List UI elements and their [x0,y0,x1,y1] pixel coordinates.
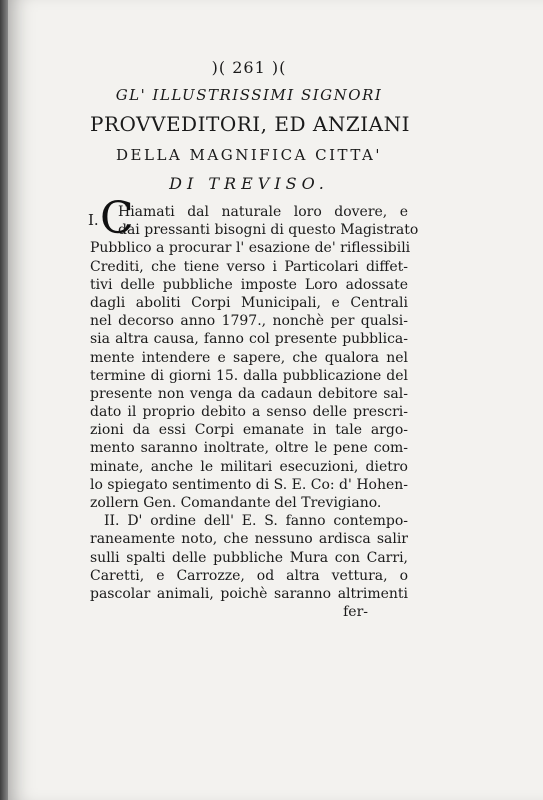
heading-line-3: DELLA MAGNIFICA CITTA' [116,146,382,164]
text-line: mente intendere e sapere, che qualora nel [90,349,408,366]
text-line: lo spiegato sentimento di S. E. Co: d' Hohen- [90,476,409,493]
paragraph-numeral: I. [88,211,99,229]
text-line: raneamente noto, che nessuno ardisca salir [90,531,408,548]
text-line: pascolar animali, poichè saranno altrimenti [90,585,408,602]
paragraph-1 [88,193,419,512]
text-line: dagli aboliti Corpi Municipali, e Centrali [90,294,408,311]
text-line: mento saranno inoltrate, oltre le pene com- [90,440,408,457]
heading-line-2: PROVVEDITORI, ED ANZIANI [90,112,410,136]
text-line: zollern Gen. Comandante del Trevigiano. [90,495,382,511]
text-line: minate, anche le militari esecuzioni, dietro [90,458,408,475]
text-line: sulli spalti delle pubbliche Mura con Carri, [90,549,408,566]
text-block [88,58,419,621]
text-line: sia altra causa, fanno col presente pubblica- [90,331,408,348]
paragraph-2 [90,512,408,603]
text-line: nel decorso anno 1797., nonchè per qualsi- [90,313,408,330]
text-line: Pubblico a procurar l' esazione de' riflessibili [90,240,411,257]
heading-line-1: GL' ILLUSTRISSIMI SIGNORI [115,86,383,104]
text-line: dato il proprio debito a senso delle prescri- [90,404,408,421]
book-page [8,0,543,800]
text-line: Hiamati dal naturale loro dovere, e [118,204,408,220]
drop-cap: C [100,193,134,244]
page-number: )( 261 )( [211,58,287,77]
text-line: Caretti, e Carrozze, od altra vettura, o [90,567,408,584]
text-line: termine di giorni 15. dalla pubblicazione del [90,367,408,384]
text-line: tivi delle pubbliche imposte Loro adossate [90,276,408,293]
text-line: Crediti, che tiene verso i Particolari diffet- [90,258,408,275]
text-line: zioni da essi Corpi emanate in tale argo- [90,422,408,439]
catchword: fer- [343,604,368,621]
text-line: dai pressanti bisogni di questo Magistrato [118,222,419,239]
heading-line-4: DI TREVISO. [169,174,329,193]
text-line: presente non venga da cadaun debitore sal- [90,385,408,402]
text-line: II. D' ordine dell' E. S. fanno contempo- [104,513,408,530]
